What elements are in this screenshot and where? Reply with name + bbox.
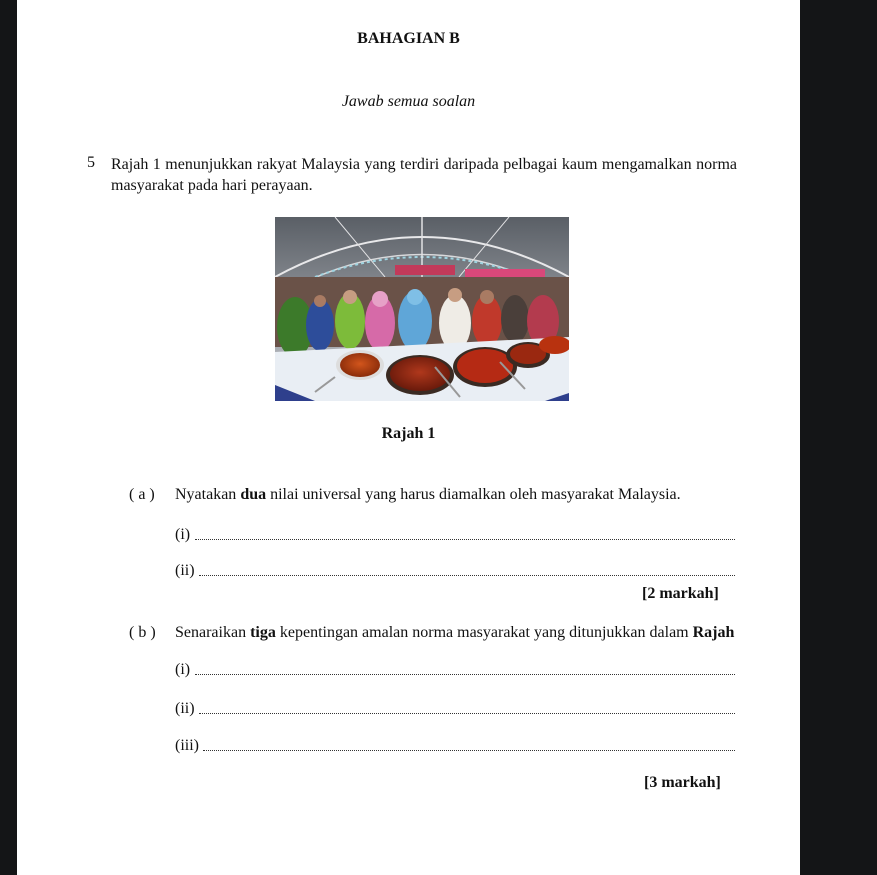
part-a-answer-line-1[interactable] (195, 538, 735, 540)
part-b-answer-line-3[interactable] (203, 749, 735, 751)
part-b-question (175, 624, 734, 642)
part-a-marks: [2 markah] (642, 585, 719, 602)
part-a-text-start: Nyatakan (175, 486, 241, 503)
section-title: BAHAGIAN B (357, 30, 460, 47)
instruction: Jawab semua soalan (341, 93, 476, 110)
part-b-text-bold-end: Rajah (692, 624, 735, 641)
part-b-marks: [3 markah] (644, 774, 721, 791)
part-a-line-label-2: (ii) (175, 562, 195, 579)
question-text: Rajah 1 menunjukkan rakyat Malaysia yang terdiri daripada pelbagai kaum mengamalkan norma masyarakat pada hari perayaan. (111, 156, 737, 194)
exam-page (17, 0, 800, 875)
part-a-text-end: nilai universal yang harus diamalkan oleh masyarakat Malaysia. (266, 486, 681, 503)
part-b-text-mid: kepentingan amalan norma masyarakat yang ditunjukkan dalam (275, 624, 693, 641)
question-number: 5 (87, 154, 95, 171)
part-b-line-label-1: (i) (175, 661, 191, 678)
figure-caption: Rajah 1 (381, 425, 436, 442)
part-b-answer-line-2[interactable] (199, 712, 735, 714)
part-b-text-bold: tiga (250, 624, 276, 641)
part-b-text-start: Senaraikan (175, 624, 251, 641)
part-a-question (175, 486, 681, 504)
part-a-line-label-1: (i) (175, 526, 191, 543)
part-b-answer-line-1[interactable] (195, 673, 735, 675)
part-a-label: ( a ) (129, 486, 155, 503)
part-b-label: ( b ) (129, 624, 156, 641)
part-b-line-label-3: (iii) (175, 737, 199, 754)
part-a-text-bold: dua (240, 486, 267, 503)
festival-photo (275, 217, 569, 401)
part-b-line-label-2: (ii) (175, 700, 195, 717)
part-a-answer-line-2[interactable] (199, 574, 735, 576)
